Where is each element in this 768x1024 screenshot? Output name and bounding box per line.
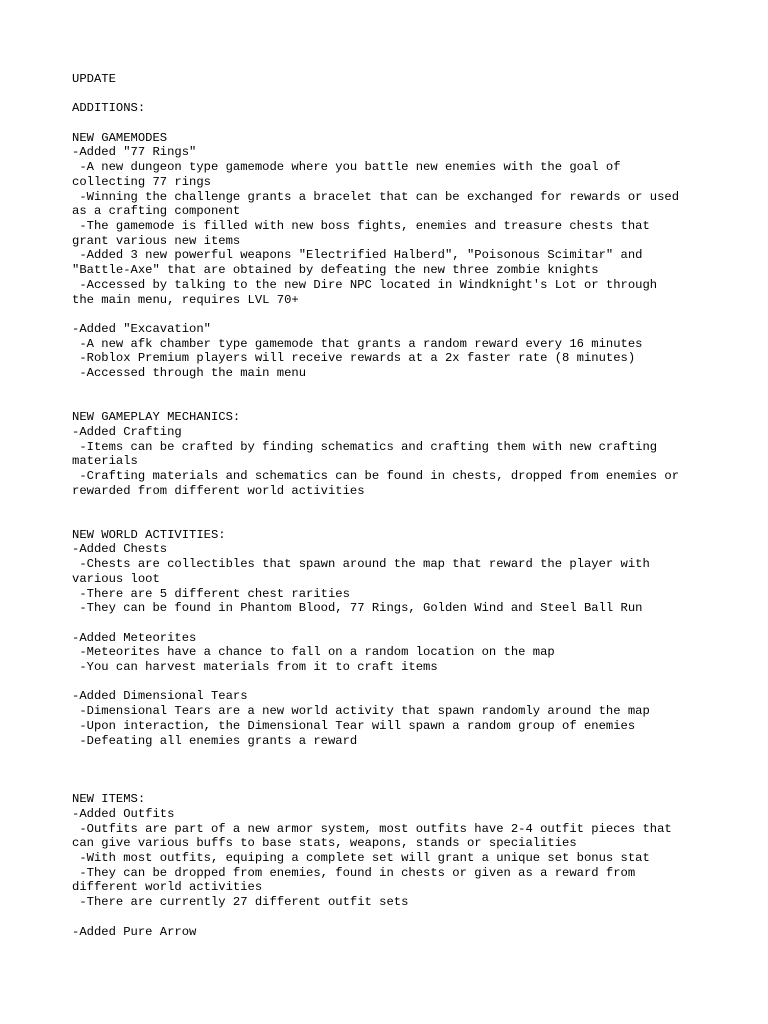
text-line: -Winning the challenge grants a bracelet that can be exchanged for rewards or used [72, 189, 680, 204]
text-line: -Defeating all enemies grants a reward [72, 733, 358, 748]
text-line: -A new afk chamber type gamemode that grants a random reward every 16 minutes [72, 336, 643, 351]
blank-line [72, 910, 732, 925]
blank-line [72, 116, 732, 131]
blank-line [72, 395, 732, 410]
text-line: -Upon interaction, the Dimensional Tear will spawn a random group of enemies [72, 718, 636, 733]
document-page [72, 72, 732, 939]
text-line: ADDITIONS: [72, 101, 146, 116]
text-line: -The gamemode is filled with new boss fights, enemies and treasure chests that [72, 219, 650, 233]
blank-line [72, 763, 732, 778]
text-line: -You can harvest materials from it to craft items [72, 660, 438, 674]
text-line: NEW WORLD ACTIVITIES: [72, 527, 226, 542]
text-line: -There are 5 different chest rarities [72, 586, 350, 601]
blank-line [72, 778, 732, 793]
text-line: various loot [72, 571, 160, 586]
text-line: -Dimensional Tears are a new world activity that spawn randomly around the map [72, 704, 650, 719]
text-line: -Roblox Premium players will receive rewards at a 2x faster rate (8 minutes) [72, 351, 636, 366]
text-line: -They can be found in Phantom Blood, 77 Rings, Golden Wind and Steel Ball Run [72, 601, 643, 616]
blank-line [72, 675, 732, 690]
text-line: -Accessed through the main menu [72, 366, 307, 381]
text-line: -Meteorites have a chance to fall on a random location on the map [72, 645, 555, 660]
text-line: grant various new items [72, 233, 241, 248]
text-line: -Added Outfits [72, 806, 175, 821]
text-line: -They can be dropped from enemies, found in chests or given as a reward from [72, 865, 636, 880]
text-line: -Added "Excavation" [72, 321, 211, 336]
text-line: -Crafting materials and schematics can be found in chests, dropped from enemies or [72, 468, 680, 483]
text-line: -Added Meteorites [72, 630, 197, 645]
text-line: -Items can be crafted by finding schematics and crafting them with new crafting [72, 439, 658, 454]
blank-line [72, 87, 732, 102]
text-line: collecting 77 rings [72, 174, 211, 189]
text-line: -Added Dimensional Tears [72, 689, 248, 704]
blank-line [72, 381, 732, 396]
text-line: -Added "77 Rings" [72, 145, 197, 160]
text-line: UPDATE [72, 72, 116, 86]
text-line: -There are currently 27 different outfit sets [72, 895, 409, 910]
text-line: -Outfits are part of a new armor system, most outfits have 2-4 outfit pieces that [72, 821, 672, 836]
text-line: different world activities [72, 880, 263, 895]
blank-line [72, 498, 732, 513]
text-line: -Chests are collectibles that spawn around the map that reward the player with [72, 557, 650, 572]
text-line: NEW GAMEMODES [72, 130, 168, 145]
blank-line [72, 748, 732, 763]
text-line: as a crafting component [72, 204, 241, 219]
text-line: -Added Chests [72, 542, 168, 557]
text-line: -With most outfits, equiping a complete set will grant a unique set bonus stat [72, 851, 650, 866]
blank-line [72, 616, 732, 631]
text-line: -Accessed by talking to the new Dire NPC located in Windknight's Lot or through [72, 277, 658, 292]
text-line: -A new dungeon type gamemode where you battle new enemies with the goal of [72, 160, 621, 175]
text-line: NEW ITEMS: [72, 792, 146, 807]
blank-line [72, 307, 732, 322]
text-line: "Battle-Axe" that are obtained by defeating the new three zombie knights [72, 263, 599, 278]
text-line: -Added Pure Arrow [72, 924, 197, 939]
text-line: can give various buffs to base stats, weapons, stands or specialities [72, 836, 577, 851]
text-line: rewarded from different world activities [72, 483, 365, 498]
text-line: NEW GAMEPLAY MECHANICS: [72, 410, 241, 425]
text-line: -Added 3 new powerful weapons "Electrified Halberd", "Poisonous Scimitar" and [72, 248, 643, 263]
blank-line [72, 513, 732, 528]
text-line: the main menu, requires LVL 70+ [72, 292, 299, 307]
text-line: materials [72, 454, 138, 469]
text-line: -Added Crafting [72, 424, 182, 439]
